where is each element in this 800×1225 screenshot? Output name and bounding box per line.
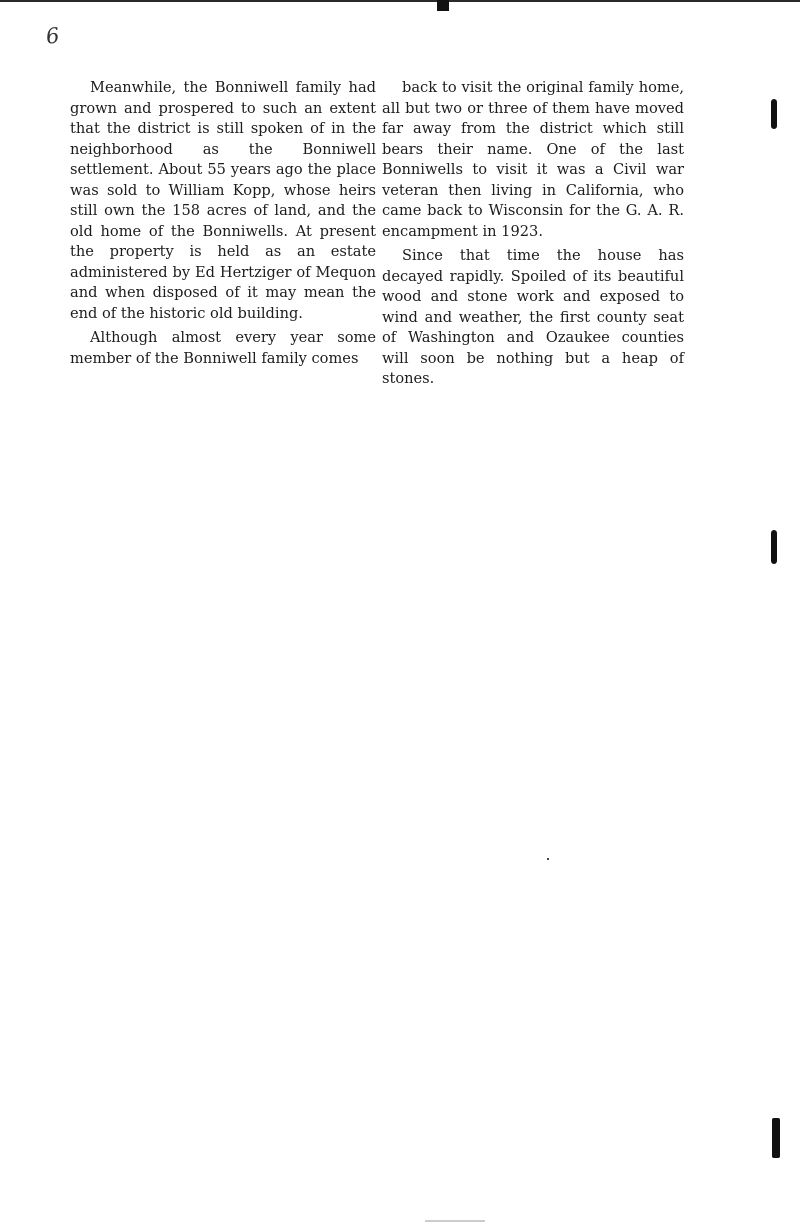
top-mark <box>437 0 449 11</box>
left-column <box>70 78 376 369</box>
edge-mark <box>772 1118 780 1158</box>
top-rule <box>0 0 800 2</box>
page-number: 6 <box>44 23 61 49</box>
paragraph: Although almost every year some member of the Bonniwell family comes <box>70 329 376 367</box>
paragraph: Meanwhile, the Bonniwell family had grown and prospered to such an extent that the district is still spoken of in the neighborhood as the Bonniwell settlement. About 55 years ago the place was sold to William Kopp, whose heirs still own the 158 acres of land, and the old home of the Bonniwells. At present the property is held as an estate administered by Ed Hertziger of Mequon and when disposed of it may mean the end of the historic old building. <box>70 79 376 322</box>
speck <box>547 858 549 860</box>
bottom-smudge <box>425 1220 485 1222</box>
right-column <box>382 78 684 390</box>
paragraph: Since that time the house has decayed rapidly. Spoiled of its beautiful wood and stone work and exposed to wind and weather, the first county seat of Washington and Ozaukee counties will soon be nothing but a heap of stones. <box>382 247 684 387</box>
paragraph: back to visit the original family home, all but two or three of them have moved far away from the district which still bears their name. One of the last Bonniwells to visit it was a Civil war veteran then living in California, who came back to Wisconsin for the G. A. R. encampment in 1923. <box>382 79 684 240</box>
edge-mark <box>771 99 777 129</box>
edge-mark <box>771 530 777 564</box>
